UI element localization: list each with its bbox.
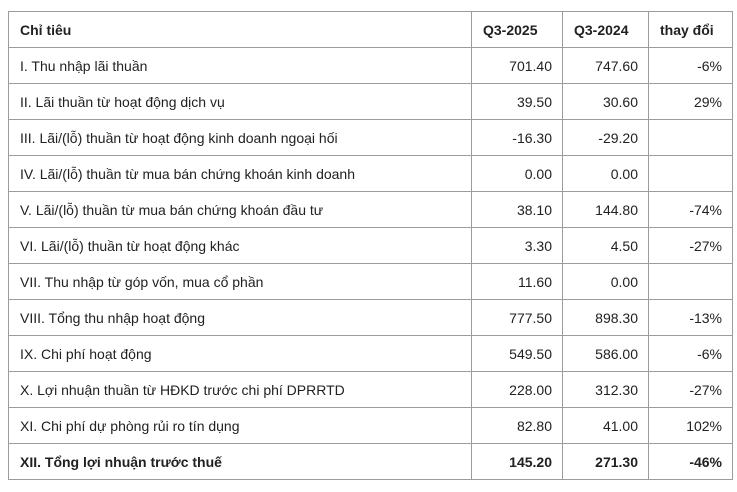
table-row (9, 336, 733, 372)
table-row (9, 228, 733, 264)
table-row (9, 408, 733, 444)
cell-q3-2024: 144.80 (563, 192, 649, 228)
cell-q3-2024: 30.60 (563, 84, 649, 120)
cell-change (649, 264, 733, 300)
cell-change: 29% (649, 84, 733, 120)
cell-q3-2025: 549.50 (472, 336, 563, 372)
table-row (9, 120, 733, 156)
cell-q3-2025: 11.60 (472, 264, 563, 300)
cell-change: -6% (649, 336, 733, 372)
cell-label: II. Lãi thuần từ hoạt động dịch vụ (9, 84, 472, 120)
cell-label: VII. Thu nhập từ góp vốn, mua cổ phần (9, 264, 472, 300)
cell-label: V. Lãi/(lỗ) thuần từ mua bán chứng khoán đầu tư (9, 192, 472, 228)
cell-change (649, 156, 733, 192)
cell-label: III. Lãi/(lỗ) thuần từ hoạt động kinh doanh ngoại hối (9, 120, 472, 156)
table-row (9, 48, 733, 84)
cell-q3-2025: 38.10 (472, 192, 563, 228)
cell-change: -6% (649, 48, 733, 84)
cell-q3-2024: 586.00 (563, 336, 649, 372)
cell-change: 102% (649, 408, 733, 444)
table-row (9, 264, 733, 300)
cell-q3-2025: 0.00 (472, 156, 563, 192)
cell-label: I. Thu nhập lãi thuần (9, 48, 472, 84)
table-row (9, 300, 733, 336)
cell-q3-2025: 82.80 (472, 408, 563, 444)
cell-label: VI. Lãi/(lỗ) thuần từ hoạt động khác (9, 228, 472, 264)
cell-q3-2025: 777.50 (472, 300, 563, 336)
cell-q3-2025: 3.30 (472, 228, 563, 264)
cell-label: VIII. Tổng thu nhập hoạt động (9, 300, 472, 336)
cell-change: -27% (649, 372, 733, 408)
cell-label: XI. Chi phí dự phòng rủi ro tín dụng (9, 408, 472, 444)
table-row (9, 192, 733, 228)
table-row (9, 84, 733, 120)
header-cell-thay-doi: thay đổi (649, 12, 733, 48)
cell-q3-2025: 145.20 (472, 444, 563, 480)
cell-q3-2024: 4.50 (563, 228, 649, 264)
cell-q3-2025: 228.00 (472, 372, 563, 408)
cell-change: -27% (649, 228, 733, 264)
cell-label: XII. Tổng lợi nhuận trước thuế (9, 444, 472, 480)
cell-label: IV. Lãi/(lỗ) thuần từ mua bán chứng khoán kinh doanh (9, 156, 472, 192)
cell-change: -13% (649, 300, 733, 336)
cell-q3-2024: 41.00 (563, 408, 649, 444)
cell-label: X. Lợi nhuận thuần từ HĐKD trước chi phí DPRRTD (9, 372, 472, 408)
cell-q3-2025: 39.50 (472, 84, 563, 120)
cell-q3-2025: -16.30 (472, 120, 563, 156)
cell-change: -46% (649, 444, 733, 480)
table-row (9, 372, 733, 408)
header-cell-q3-2025: Q3-2025 (472, 12, 563, 48)
cell-q3-2024: 271.30 (563, 444, 649, 480)
cell-q3-2024: 0.00 (563, 264, 649, 300)
header-cell-q3-2024: Q3-2024 (563, 12, 649, 48)
cell-q3-2024: -29.20 (563, 120, 649, 156)
cell-q3-2024: 0.00 (563, 156, 649, 192)
income-statement-table (8, 11, 733, 480)
cell-q3-2024: 747.60 (563, 48, 649, 84)
cell-label: IX. Chi phí hoạt động (9, 336, 472, 372)
cell-change (649, 120, 733, 156)
table-header-row (9, 12, 733, 48)
cell-q3-2024: 312.30 (563, 372, 649, 408)
header-cell-chi-tieu: Chỉ tiêu (9, 12, 472, 48)
table-row-total (9, 444, 733, 480)
cell-q3-2025: 701.40 (472, 48, 563, 84)
table-row (9, 156, 733, 192)
cell-q3-2024: 898.30 (563, 300, 649, 336)
cell-change: -74% (649, 192, 733, 228)
